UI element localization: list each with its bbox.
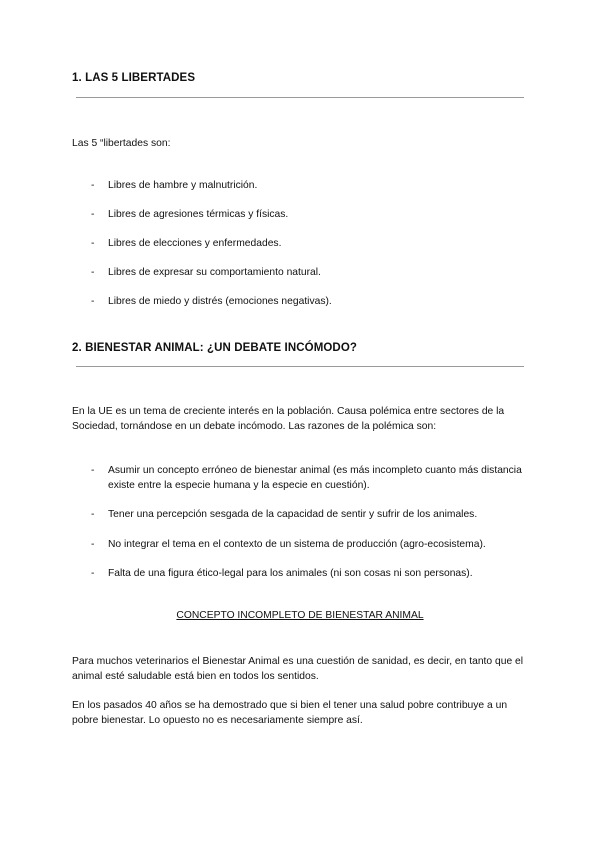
- list-item-text: Libres de miedo y distrés (emociones negativas).: [108, 296, 332, 307]
- list-dash: -: [91, 238, 95, 249]
- list-dash: -: [91, 568, 95, 579]
- paragraph-health-concept: Para muchos veterinarios el Bienestar Animal es una cuestión de sanidad, es decir, en tanto que el animal esté saludable está bien en todos los sentidos.: [72, 656, 524, 682]
- list-dash: -: [91, 465, 95, 476]
- section-2-divider: [76, 366, 524, 367]
- subsection-heading: CONCEPTO INCOMPLETO DE BIENESTAR ANIMAL: [176, 610, 424, 621]
- section-1-divider: [76, 97, 524, 98]
- list-dash: -: [91, 539, 95, 550]
- list-dash: -: [91, 509, 95, 520]
- list-item-text: Libres de elecciones y enfermedades.: [108, 238, 282, 249]
- list-dash: -: [91, 296, 95, 307]
- section-1-heading: 1. LAS 5 LIBERTADES: [72, 72, 196, 84]
- list-item-text: Asumir un concepto erróneo de bienestar animal (es más incompleto cuanto más distancia existe entre la especie humana y la especie en cuestión).: [108, 465, 522, 491]
- list-item-text: Tener una percepción sesgada de la capacidad de sentir y sufrir de los animales.: [108, 509, 478, 520]
- list-dash: -: [91, 209, 95, 220]
- list-item-text: Libres de expresar su comportamiento natural.: [108, 267, 321, 278]
- list-item-text: No integrar el tema en el contexto de un sistema de producción (agro-ecosistema).: [108, 539, 486, 550]
- list-dash: -: [91, 180, 95, 191]
- section-2-intro: En la UE es un tema de creciente interés en la población. Causa polémica entre sectores de la Sociedad, tornándose en un debate incómodo. Las razones de la polémica son:: [72, 406, 505, 432]
- section-2-heading: 2. BIENESTAR ANIMAL: ¿UN DEBATE INCÓMODO?: [72, 342, 357, 354]
- list-dash: -: [91, 267, 95, 278]
- list-item-text: Falta de una figura ético-legal para los animales (ni son cosas ni son personas).: [108, 568, 473, 579]
- list-item-text: Libres de agresiones térmicas y físicas.: [108, 209, 289, 220]
- list-item-text: Libres de hambre y malnutrición.: [108, 180, 258, 191]
- paragraph-forty-years: En los pasados 40 años se ha demostrado que si bien el tener una salud pobre contribuye a un pobre bienestar. Lo opuesto no es necesariamente siempre así.: [72, 700, 508, 726]
- section-1-intro: Las 5 “libertades son:: [72, 138, 171, 149]
